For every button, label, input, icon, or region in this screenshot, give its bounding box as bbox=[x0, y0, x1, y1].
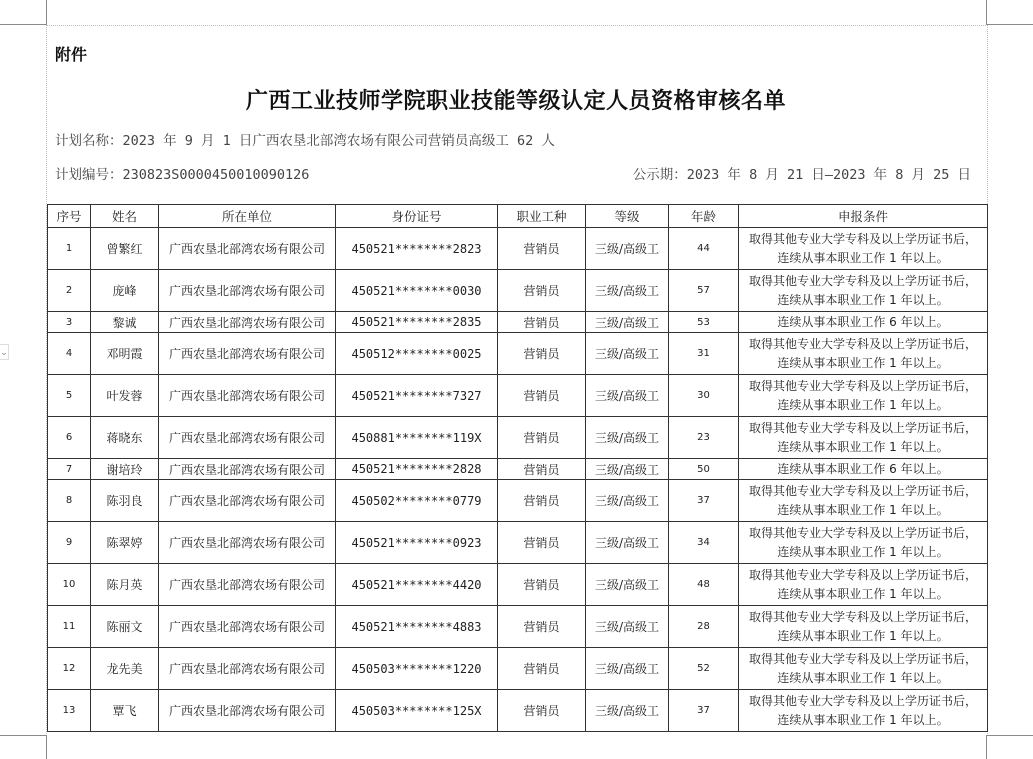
condition-line-1: 取得其他专业大学专科及以上学历证书后， bbox=[748, 693, 977, 708]
row-condition bbox=[739, 333, 988, 375]
row-name: 陈月英 bbox=[91, 564, 159, 606]
header-name: 姓名 bbox=[91, 205, 159, 228]
header-unit: 所在单位 bbox=[159, 205, 336, 228]
table-body bbox=[48, 228, 988, 732]
row-condition bbox=[739, 522, 988, 564]
row-unit: 广西农垦北部湾农场有限公司 bbox=[159, 606, 336, 648]
row-job: 营销员 bbox=[498, 228, 586, 270]
row-condition bbox=[739, 417, 988, 459]
qualification-table bbox=[47, 204, 988, 732]
row-name: 曾繁红 bbox=[91, 228, 159, 270]
row-id-number: 450521********0923 bbox=[336, 522, 498, 564]
notice-period: 公示期：2023 年 8 月 21 日—2023 年 8 月 25 日 bbox=[632, 167, 971, 183]
row-id-number: 450503********1220 bbox=[336, 648, 498, 690]
attachment-label: 附件 bbox=[55, 45, 88, 64]
row-unit: 广西农垦北部湾农场有限公司 bbox=[159, 459, 336, 480]
condition-line-2: 连续从事本职业工作 1 年以上。 bbox=[777, 586, 949, 601]
row-seq: 13 bbox=[48, 690, 91, 732]
row-seq: 11 bbox=[48, 606, 91, 648]
row-age: 48 bbox=[669, 564, 739, 606]
row-id-number: 450503********125X bbox=[336, 690, 498, 732]
row-job: 营销员 bbox=[498, 333, 586, 375]
condition-line-2: 连续从事本职业工作 1 年以上。 bbox=[777, 712, 949, 727]
table-row bbox=[48, 417, 988, 459]
crop-mark-bottom-right-v bbox=[986, 735, 987, 759]
row-name: 蒋晓东 bbox=[91, 417, 159, 459]
row-id-number: 450881********119X bbox=[336, 417, 498, 459]
table-header-row bbox=[48, 205, 988, 228]
row-unit: 广西农垦北部湾农场有限公司 bbox=[159, 228, 336, 270]
table-row bbox=[48, 564, 988, 606]
row-name: 谢培玲 bbox=[91, 459, 159, 480]
row-level: 三级/高级工 bbox=[586, 564, 669, 606]
crop-mark-top-right-v bbox=[986, 0, 987, 25]
condition-line-2: 连续从事本职业工作 1 年以上。 bbox=[777, 439, 949, 454]
crop-mark-top-right-h bbox=[986, 24, 1033, 25]
table-row bbox=[48, 312, 988, 333]
crop-mark-bottom-left-h bbox=[0, 735, 46, 736]
row-level: 三级/高级工 bbox=[586, 480, 669, 522]
row-seq: 5 bbox=[48, 375, 91, 417]
row-name: 覃飞 bbox=[91, 690, 159, 732]
document-title: 广西工业技师学院职业技能等级认定人员资格审核名单 bbox=[245, 88, 786, 114]
row-seq: 8 bbox=[48, 480, 91, 522]
row-seq: 9 bbox=[48, 522, 91, 564]
row-unit: 广西农垦北部湾农场有限公司 bbox=[159, 417, 336, 459]
condition-line-1: 取得其他专业大学专科及以上学历证书后， bbox=[748, 231, 977, 246]
row-job: 营销员 bbox=[498, 312, 586, 333]
row-id-number: 450521********0030 bbox=[336, 270, 498, 312]
table-row bbox=[48, 690, 988, 732]
crop-mark-bottom-left-v bbox=[46, 735, 47, 759]
row-seq: 7 bbox=[48, 459, 91, 480]
row-unit: 广西农垦北部湾农场有限公司 bbox=[159, 480, 336, 522]
row-age: 52 bbox=[669, 648, 739, 690]
header-condition: 申报条件 bbox=[739, 205, 988, 228]
condition-line-1: 取得其他专业大学专科及以上学历证书后， bbox=[748, 273, 977, 288]
header-id: 身份证号 bbox=[336, 205, 498, 228]
row-level: 三级/高级工 bbox=[586, 375, 669, 417]
row-seq: 12 bbox=[48, 648, 91, 690]
table-row bbox=[48, 228, 988, 270]
row-seq: 4 bbox=[48, 333, 91, 375]
row-level: 三级/高级工 bbox=[586, 312, 669, 333]
crop-mark-bottom-right-h bbox=[986, 735, 1033, 736]
row-unit: 广西农垦北部湾农场有限公司 bbox=[159, 375, 336, 417]
row-condition bbox=[739, 459, 988, 480]
row-job: 营销员 bbox=[498, 690, 586, 732]
table-row bbox=[48, 375, 988, 417]
row-name: 龙先美 bbox=[91, 648, 159, 690]
condition-line-2: 连续从事本职业工作 1 年以上。 bbox=[777, 544, 949, 559]
row-unit: 广西农垦北部湾农场有限公司 bbox=[159, 312, 336, 333]
condition-line-1: 取得其他专业大学专科及以上学历证书后， bbox=[748, 609, 977, 624]
plan-name: 计划名称：2023 年 9 月 1 日广西农垦北部湾农场有限公司营销员高级工 62 人 bbox=[55, 133, 555, 149]
row-id-number: 450521********2828 bbox=[336, 459, 498, 480]
condition-line-2: 连续从事本职业工作 1 年以上。 bbox=[777, 292, 949, 307]
row-age: 34 bbox=[669, 522, 739, 564]
condition-line-1: 取得其他专业大学专科及以上学历证书后， bbox=[748, 651, 977, 666]
crop-mark-top-left-v bbox=[46, 0, 47, 25]
row-unit: 广西农垦北部湾农场有限公司 bbox=[159, 690, 336, 732]
chevron-down-icon[interactable]: ⌄ bbox=[0, 344, 9, 360]
row-age: 50 bbox=[669, 459, 739, 480]
row-id-number: 450521********2835 bbox=[336, 312, 498, 333]
condition-line-1: 取得其他专业大学专科及以上学历证书后， bbox=[748, 567, 977, 582]
row-age: 37 bbox=[669, 480, 739, 522]
row-name: 陈丽文 bbox=[91, 606, 159, 648]
header-seq: 序号 bbox=[48, 205, 91, 228]
row-job: 营销员 bbox=[498, 480, 586, 522]
row-age: 37 bbox=[669, 690, 739, 732]
condition-line-1: 取得其他专业大学专科及以上学历证书后， bbox=[748, 420, 977, 435]
table-row bbox=[48, 270, 988, 312]
row-id-number: 450521********2823 bbox=[336, 228, 498, 270]
row-age: 57 bbox=[669, 270, 739, 312]
row-condition bbox=[739, 375, 988, 417]
row-seq: 2 bbox=[48, 270, 91, 312]
row-id-number: 450521********4420 bbox=[336, 564, 498, 606]
row-job: 营销员 bbox=[498, 417, 586, 459]
row-level: 三级/高级工 bbox=[586, 270, 669, 312]
condition-line-1: 取得其他专业大学专科及以上学历证书后， bbox=[748, 378, 977, 393]
condition-line-2: 连续从事本职业工作 1 年以上。 bbox=[777, 397, 949, 412]
plan-number: 计划编号：230823S0000450010090126 bbox=[55, 167, 310, 183]
row-level: 三级/高级工 bbox=[586, 459, 669, 480]
row-age: 28 bbox=[669, 606, 739, 648]
header-level: 等级 bbox=[586, 205, 669, 228]
header-job: 职业工种 bbox=[498, 205, 586, 228]
row-seq: 1 bbox=[48, 228, 91, 270]
row-level: 三级/高级工 bbox=[586, 228, 669, 270]
row-job: 营销员 bbox=[498, 606, 586, 648]
condition-line-1: 连续从事本职业工作 6 年以上。 bbox=[777, 314, 949, 329]
row-unit: 广西农垦北部湾农场有限公司 bbox=[159, 522, 336, 564]
row-unit: 广西农垦北部湾农场有限公司 bbox=[159, 270, 336, 312]
row-name: 陈羽良 bbox=[91, 480, 159, 522]
row-age: 31 bbox=[669, 333, 739, 375]
row-id-number: 450521********7327 bbox=[336, 375, 498, 417]
row-condition bbox=[739, 564, 988, 606]
header-age: 年龄 bbox=[669, 205, 739, 228]
row-age: 44 bbox=[669, 228, 739, 270]
condition-line-2: 连续从事本职业工作 1 年以上。 bbox=[777, 250, 949, 265]
condition-line-1: 取得其他专业大学专科及以上学历证书后， bbox=[748, 336, 977, 351]
row-name: 庞峰 bbox=[91, 270, 159, 312]
condition-line-2: 连续从事本职业工作 1 年以上。 bbox=[777, 628, 949, 643]
row-condition bbox=[739, 228, 988, 270]
table-row bbox=[48, 333, 988, 375]
row-seq: 6 bbox=[48, 417, 91, 459]
row-name: 叶发蓉 bbox=[91, 375, 159, 417]
row-name: 邓明霞 bbox=[91, 333, 159, 375]
row-job: 营销员 bbox=[498, 459, 586, 480]
row-seq: 3 bbox=[48, 312, 91, 333]
table-row bbox=[48, 459, 988, 480]
row-unit: 广西农垦北部湾农场有限公司 bbox=[159, 564, 336, 606]
row-id-number: 450521********4883 bbox=[336, 606, 498, 648]
table-row bbox=[48, 480, 988, 522]
condition-line-2: 连续从事本职业工作 1 年以上。 bbox=[777, 355, 949, 370]
row-level: 三级/高级工 bbox=[586, 690, 669, 732]
table-row bbox=[48, 522, 988, 564]
condition-line-1: 取得其他专业大学专科及以上学历证书后， bbox=[748, 483, 977, 498]
row-level: 三级/高级工 bbox=[586, 522, 669, 564]
row-condition bbox=[739, 606, 988, 648]
row-level: 三级/高级工 bbox=[586, 333, 669, 375]
row-unit: 广西农垦北部湾农场有限公司 bbox=[159, 648, 336, 690]
row-age: 23 bbox=[669, 417, 739, 459]
row-name: 陈翠婷 bbox=[91, 522, 159, 564]
row-job: 营销员 bbox=[498, 270, 586, 312]
row-age: 30 bbox=[669, 375, 739, 417]
row-condition bbox=[739, 648, 988, 690]
row-id-number: 450502********0779 bbox=[336, 480, 498, 522]
table-row bbox=[48, 648, 988, 690]
row-name: 黎诚 bbox=[91, 312, 159, 333]
row-seq: 10 bbox=[48, 564, 91, 606]
row-unit: 广西农垦北部湾农场有限公司 bbox=[159, 333, 336, 375]
row-age: 53 bbox=[669, 312, 739, 333]
row-condition bbox=[739, 312, 988, 333]
row-job: 营销员 bbox=[498, 375, 586, 417]
row-level: 三级/高级工 bbox=[586, 648, 669, 690]
row-condition bbox=[739, 480, 988, 522]
row-level: 三级/高级工 bbox=[586, 606, 669, 648]
row-condition bbox=[739, 690, 988, 732]
row-condition bbox=[739, 270, 988, 312]
row-job: 营销员 bbox=[498, 648, 586, 690]
condition-line-2: 连续从事本职业工作 1 年以上。 bbox=[777, 670, 949, 685]
table-row bbox=[48, 606, 988, 648]
row-job: 营销员 bbox=[498, 564, 586, 606]
condition-line-1: 取得其他专业大学专科及以上学历证书后， bbox=[748, 525, 977, 540]
condition-line-1: 连续从事本职业工作 6 年以上。 bbox=[777, 461, 949, 476]
condition-line-2: 连续从事本职业工作 1 年以上。 bbox=[777, 502, 949, 517]
row-job: 营销员 bbox=[498, 522, 586, 564]
crop-mark-top-left-h bbox=[0, 24, 46, 25]
row-level: 三级/高级工 bbox=[586, 417, 669, 459]
row-id-number: 450512********0025 bbox=[336, 333, 498, 375]
